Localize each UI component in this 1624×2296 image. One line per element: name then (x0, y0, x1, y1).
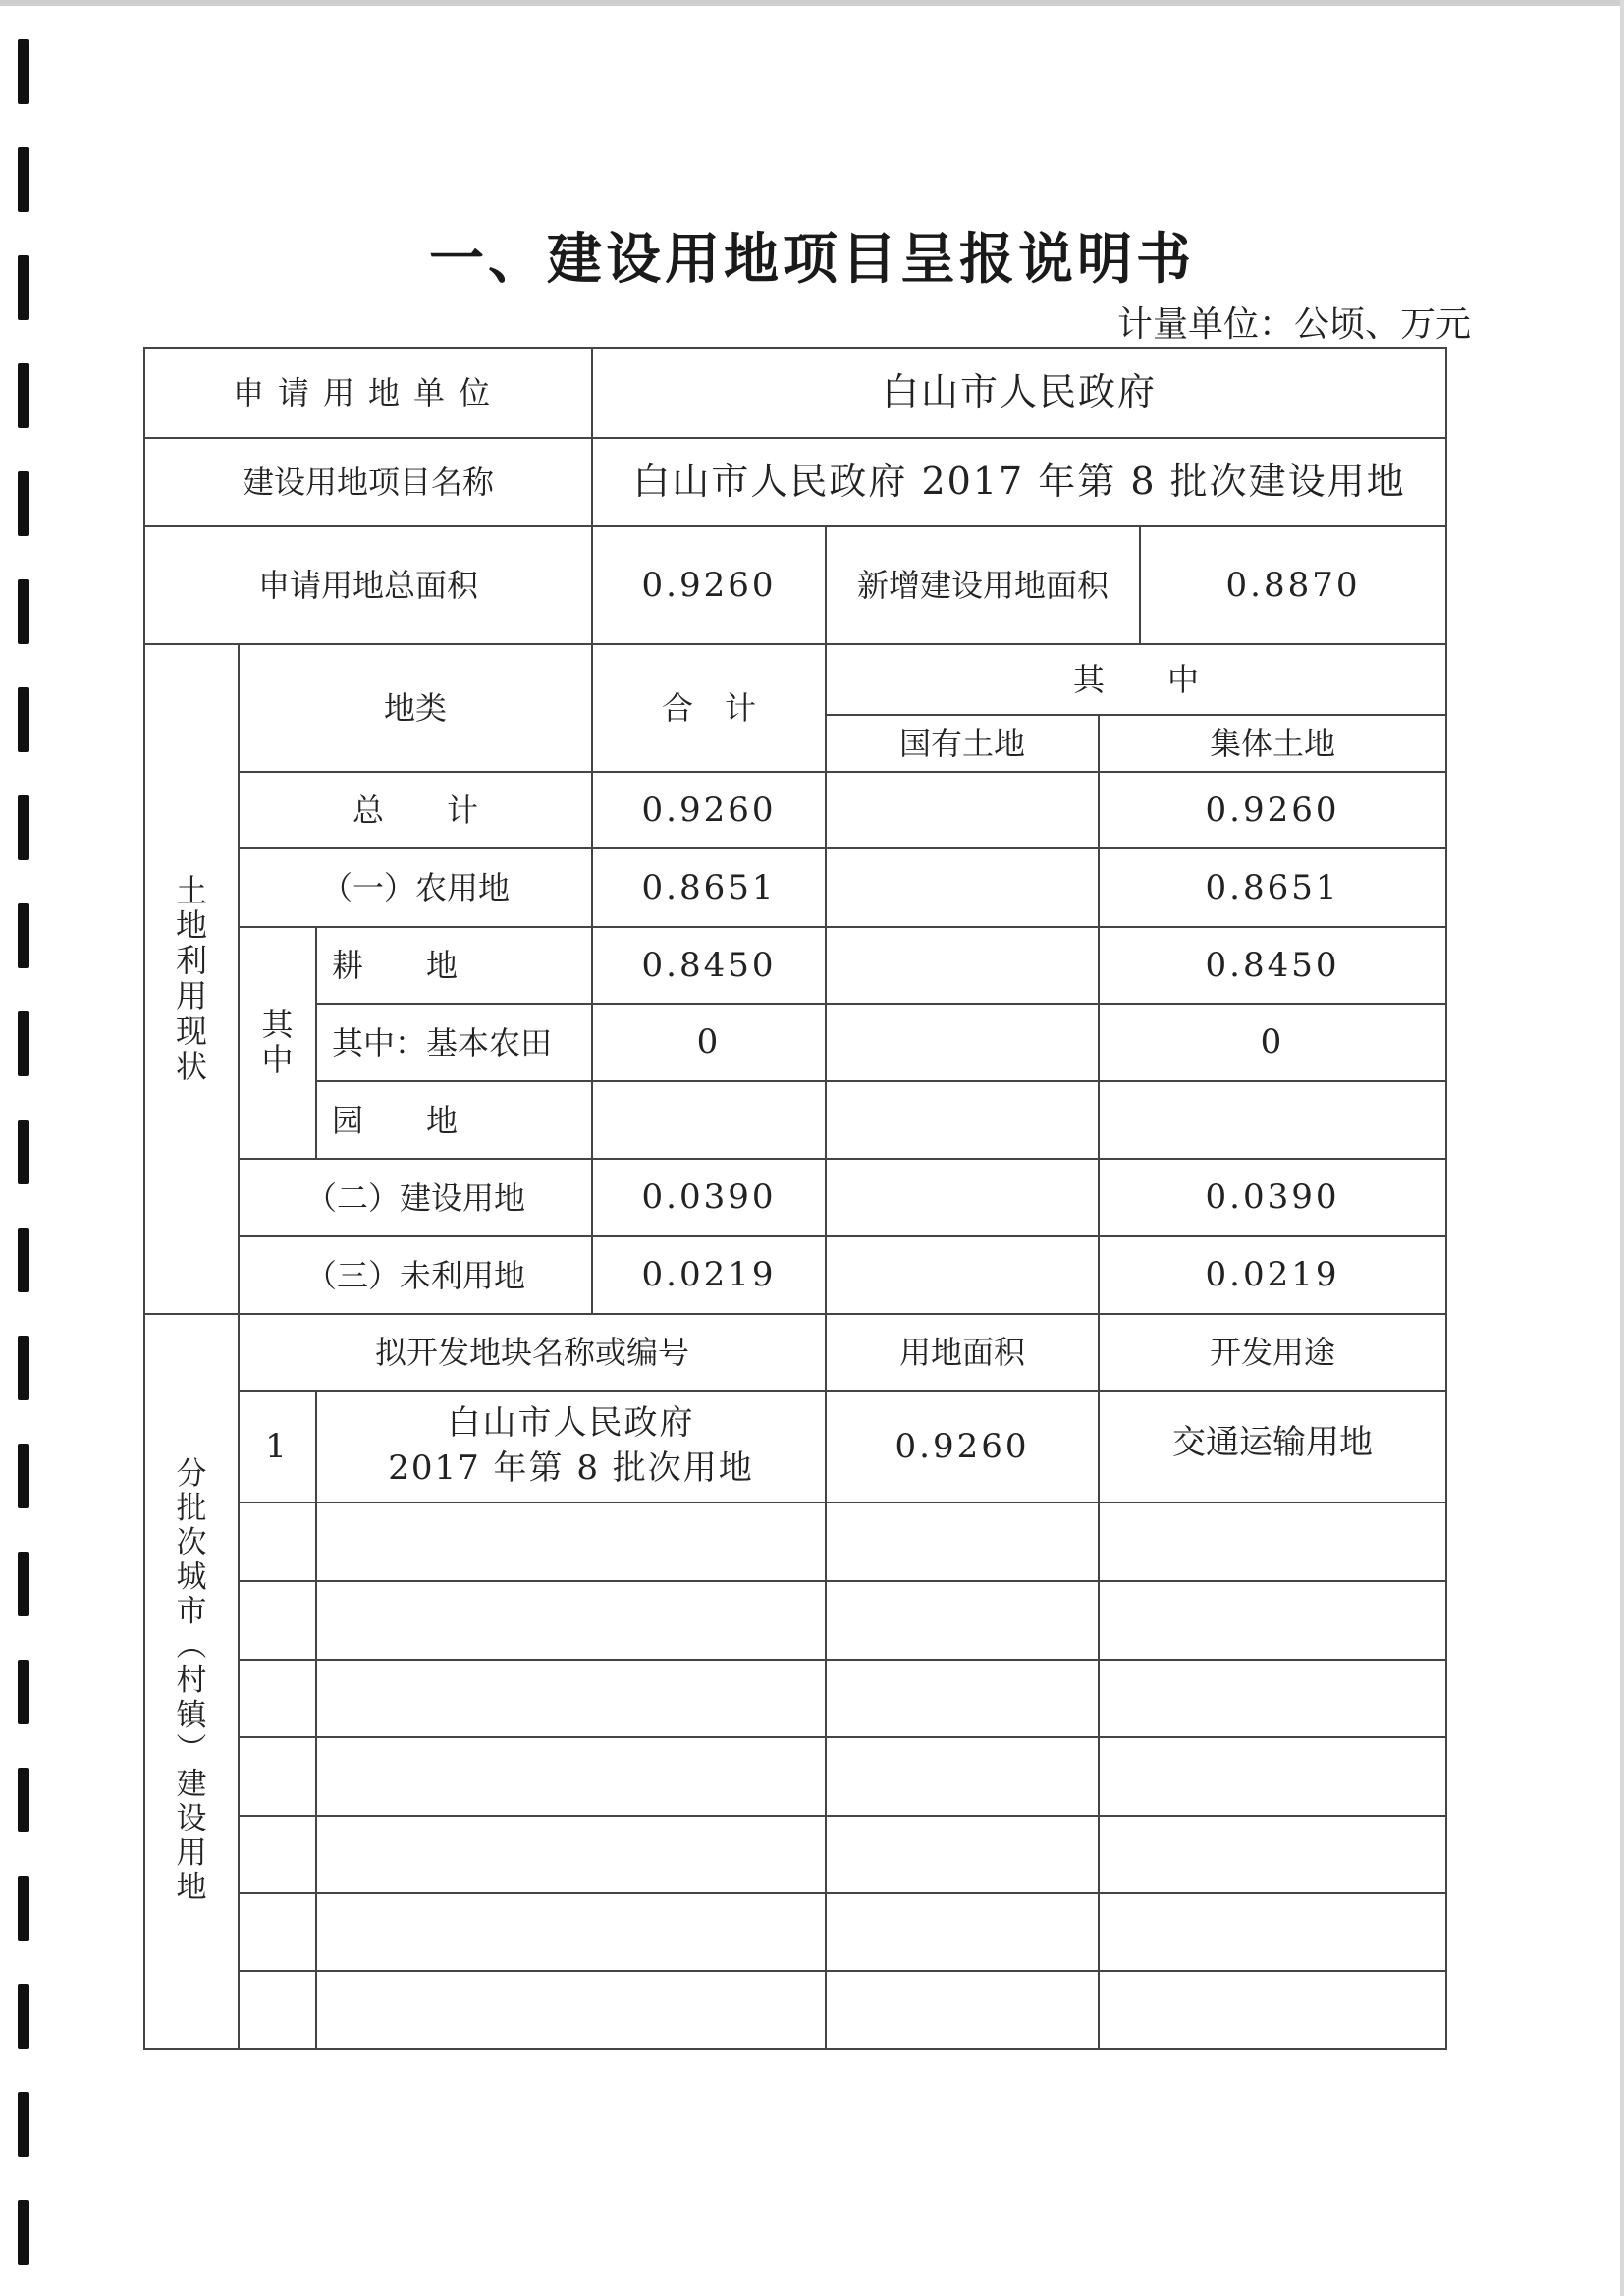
row-state (826, 772, 1099, 848)
row-state (826, 1236, 1099, 1314)
row-name: 其中：基本农田 (332, 1023, 553, 1062)
row-state (826, 1004, 1099, 1081)
row-name: （三）未利用地 (304, 1256, 525, 1294)
row-total: 0.8450 (641, 945, 777, 985)
row-state (826, 927, 1099, 1004)
row-total (592, 1081, 826, 1159)
section-char: 用 (175, 977, 207, 1014)
col-among: 其 中 (1072, 661, 1199, 698)
parcel-area: 0.9260 (894, 1426, 1030, 1466)
parcel-no: 1 (265, 1426, 290, 1466)
row-state (826, 848, 1099, 927)
batch-section-label (144, 1314, 239, 2049)
project-value: 白山市人民政府 2017 年第 8 批次建设用地 (632, 460, 1406, 504)
unit-note: 计量单位：公顷、万元 (1116, 304, 1471, 345)
row-state (826, 1159, 1099, 1236)
section-char: ︶ (176, 1731, 207, 1768)
section-char: 利 (175, 942, 207, 980)
row-name: 总 计 (352, 792, 478, 829)
row-name: （一）农用地 (320, 869, 510, 906)
row-collective: 0.9260 (1205, 790, 1340, 830)
section-char: 市 (176, 1594, 207, 1630)
section-char: 村 (176, 1663, 207, 1699)
col-category: 地类 (383, 689, 447, 727)
land-use-section-label (144, 644, 239, 1314)
parcel-use: 交通运输用地 (1172, 1422, 1373, 1462)
section-char: 地 (176, 1869, 207, 1905)
total-area-value: 0.9260 (641, 565, 777, 605)
row-total: 0 (696, 1022, 722, 1063)
new-area-label: 新增建设用地面积 (856, 567, 1109, 604)
section-char: ︵ (176, 1628, 207, 1665)
section-char: 设 (176, 1800, 207, 1836)
applicant-label: 申请用地单位 (232, 374, 504, 411)
row-collective: 0.8450 (1205, 945, 1340, 985)
total-area-label: 申请用地总面积 (257, 567, 478, 604)
section-char: 土 (175, 871, 207, 909)
row-total: 0.0390 (641, 1177, 777, 1218)
section-char: 批 (176, 1491, 207, 1527)
sub-char: 其 (261, 1006, 294, 1044)
project-label: 建设用地项目名称 (242, 464, 494, 501)
sub-label (239, 927, 316, 1159)
row-total: 0.0219 (641, 1255, 777, 1295)
section-char: 城 (176, 1559, 207, 1596)
col-state: 国有土地 (898, 725, 1025, 762)
document-title: 一、建设用地项目呈报说明书 (429, 228, 1195, 292)
col-parcel-name: 拟开发地块名称或编号 (374, 1334, 689, 1371)
col-parcel-area: 用地面积 (898, 1334, 1025, 1371)
row-total: 0.9260 (641, 790, 777, 830)
parcel-name-line1: 白山市人民政府 (447, 1403, 695, 1444)
row-collective: 0 (1260, 1022, 1285, 1063)
col-total: 合 计 (661, 689, 756, 727)
section-char: 分 (176, 1456, 207, 1493)
col-parcel-use: 开发用途 (1209, 1334, 1335, 1371)
col-collective: 集体土地 (1209, 725, 1335, 762)
section-char: 次 (176, 1525, 207, 1561)
row-name: （二）建设用地 (304, 1178, 525, 1217)
row-collective: 0.0219 (1205, 1255, 1340, 1295)
parcel-name (316, 1391, 826, 1503)
row-total: 0.8651 (641, 867, 777, 907)
row-state (826, 1081, 1099, 1159)
section-char: 用 (176, 1834, 207, 1871)
parcel-name-line2: 2017 年第 8 批次用地 (388, 1449, 754, 1488)
row-name: 耕 地 (332, 947, 459, 984)
section-char: 状 (175, 1047, 207, 1085)
new-area-value: 0.8870 (1225, 565, 1361, 605)
row-collective: 0.8651 (1205, 867, 1340, 907)
sub-char: 中 (261, 1041, 294, 1078)
section-char: 地 (175, 906, 207, 945)
row-collective (1099, 1081, 1446, 1159)
section-char: 建 (176, 1766, 207, 1802)
row-name: 园 地 (332, 1101, 459, 1139)
row-collective: 0.0390 (1205, 1177, 1340, 1218)
applicant-value: 白山市人民政府 (881, 370, 1157, 414)
section-char: 现 (175, 1011, 207, 1050)
section-char: 镇 (176, 1697, 207, 1733)
